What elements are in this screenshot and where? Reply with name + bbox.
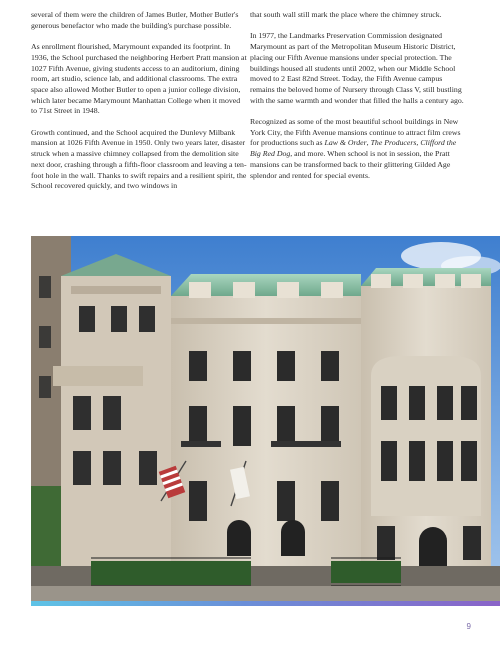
mansion-photo [31,236,500,602]
mansion-illustration [31,236,500,602]
film-title: The Producers [370,138,417,148]
paragraph-text: Recognized as some of the most beautiful school buildings in New York City, the Fifth Avenue mansions continue to attract film crews for productions such as [250,117,461,148]
separator: , [366,138,371,148]
paragraph: several of them were the children of James Butler, Mother Butler's generous benefactor who made the building's purchase possible. [31,10,239,30]
separator: , [416,138,421,148]
paragraph-text: , and more. When school is not in session, the Pratt mansions can be transformed back to their glittering Gilded Age splendor and rented for special events. [250,149,451,180]
paragraph: Growth continued, and the School acquired the Dunlevy Milbank mansion at 1026 Fifth Avenue in 1950. Only two years later, disaster struck when a massive chimney collapsed from the demolition site next door, crashing through a fifth-floor classroom and leaving a ten-foot hole in the wall. Thanks to swift repairs and a resilient spirit, the School recovered quickly, and two windows in [31,127,247,191]
paragraph: that south wall still mark the place where the chimney struck. [250,10,442,19]
paragraph: As enrollment flourished, Marymount expanded its footprint. In 1936, the School purchased the neighboring Herbert Pratt mansion at 1027 Fifth Avenue, giving students access to an auditorium, dining room, art studio, science lab, and additional classrooms. The extra space also allowed Mother Butler to open a junior college division, which later became Marymount Manhattan College when it moved to 71st Street in 1948. [31,42,247,116]
paragraph: In 1977, the Landmarks Preservation Commission designated Marymount as part of the Metropolitan Museum Historic District, placing our Fifth Avenue mansions under special protection. The buildings housed all students until 2002, when our Middle School moved to 2 East 82nd Street. Today, the Fifth Avenue campus remains the beloved home of Nursery through Class V, still bustling with the same warmth and wonder that filled the halls a century ago. [250,31,464,105]
left-text-column [31,10,247,203]
right-text-column [250,10,466,192]
page-number: 9 [466,622,471,631]
film-title: Clifford the Big Red Dog [250,138,457,159]
paragraph [250,117,466,181]
film-title: Law & Order [324,138,367,148]
accent-bar [31,601,500,606]
